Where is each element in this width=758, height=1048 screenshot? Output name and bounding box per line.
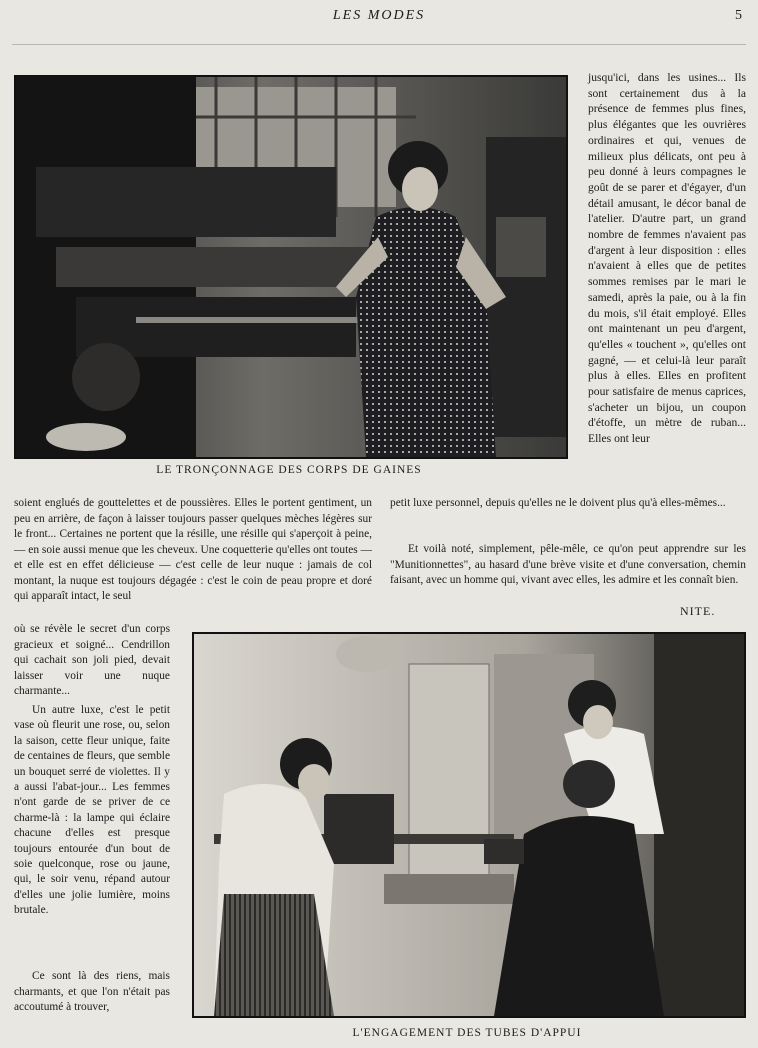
header-rule (12, 44, 746, 45)
running-head: LES MODES (332, 8, 426, 23)
figure-caption-2: L'ENGAGEMENT DES TUBES D'APPUI (352, 1027, 582, 1039)
figure-caption-1: LE TRONÇONNAGE DES CORPS DE GAINES (156, 464, 422, 476)
article-left-narrow-3: Ce sont là des riens, mais charmants, et que l'on n'était pas accoutumé à trouver, (14, 970, 170, 1013)
author-signature: NITE. (680, 604, 716, 618)
article-left-wide: soient englués de gouttelettes et de poussières. Elles le portent gentiment, un peu en arrière, de façon à laisser toujours passer quelques mèches légères sur le front... Certaines ne portent que la résille, une résille qui s'aperçoit à peine, — en soie aussi menue que les cheveux. Une coquetterie qu'elles ont toutes — et elle est en effet délicieuse — c'est celle de leur nuque : jamais de col montant, la nuque est toujours dégagée : c'est le coin de peau propre et doré qui apparaît intact, le seul (14, 497, 372, 602)
article-left-narrow-1: où se révèle le secret d'un corps gracieux et soigné... Cendrillon qui cachait son joli pied, devait laisser voir une nuque charmante... (14, 623, 170, 697)
photo-workers-tubes (192, 632, 746, 1018)
page-number: 5 (735, 8, 742, 23)
article-right-column-top: jusqu'ici, dans les usines... Ils sont certainement dus à la présence de femmes plus fines, plus élégantes que les ouvrières ordinaires et qui, venues de milieux plus délicats, ont peu à peu donné à leurs compagnes le goût de se parer et d'égayer, d'un détail amusant, le décor banal de l'atelier. D'autre part, un grand nombre de femmes n'avaient pas d'argent à leur disposition : elles n'avaient à elles que de petites sommes remises par le mari le samedi, après la paie, ou à la fin du mois, s'il était employé. Elles ont maintenant un peu d'argent, qu'elles « touchent », qu'elles ont gagné, — et celui-là leur paraît plus à elles. Elles en profitent pour satisfaire de menus caprices, s'acheter un bijou, un coupon d'étoffe, un mètre de ruban... Elles ont leur (588, 71, 746, 446)
article-left-narrow-2: Un autre luxe, c'est le petit vase où fleurit une rose, ou, selon la saison, cette fleur unique, faite de centaines de fleurs, que semble un bouquet serré de violettes. Il y a aussi l'abat-jour... Les femmes n'ont garde de se priver de ce charme-là : la lampe qui éclaire chacune d'elles est presque toujours entourée d'un bout de soie quelconque, rose ou jaune, qui, le soir venu, répand autour d'elles une jolie lumière, moins brutale. (14, 704, 170, 917)
photo-factory-machine (14, 75, 568, 459)
article-right-mid-1: petit luxe personnel, depuis qu'elles ne le doivent plus qu'à elles-mêmes... (390, 497, 726, 509)
photo-factory-machine-image (16, 77, 566, 457)
photo-workers-tubes-image (194, 634, 744, 1016)
article-right-mid-2: Et voilà noté, simplement, pêle-mêle, ce qu'on peut apprendre sur les "Munitionnettes", au hasard d'une brève visite et d'une conversation, chemin faisant, avec un homme qui, vivant avec elles, les admire et les connaît bien. (390, 543, 746, 586)
